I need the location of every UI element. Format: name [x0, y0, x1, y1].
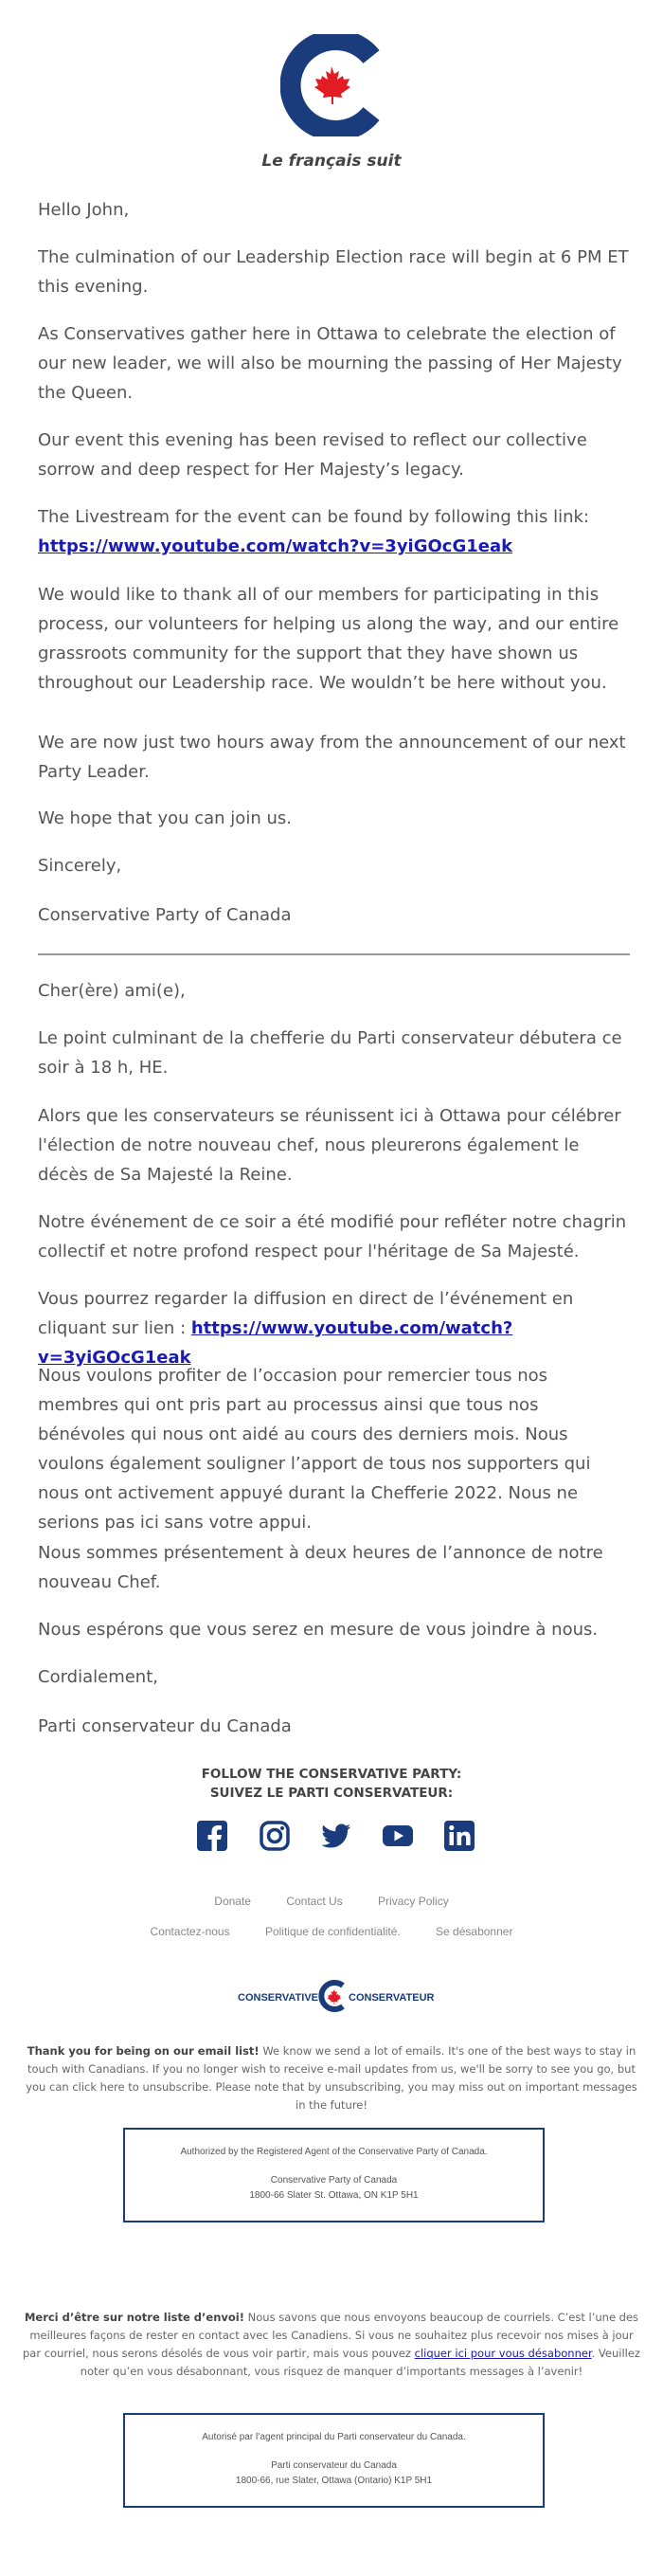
facebook-icon[interactable]: [196, 1820, 228, 1852]
email-list-notice-en-bold: Thank you for being on our email list!: [27, 2044, 260, 2058]
livestream-link-fr[interactable]: https://www.youtube.com/watch?v=3yiGOcG1eak: [38, 1318, 513, 1368]
authorization-box-en: [123, 2128, 545, 2222]
paragraph-en-2: As Conservatives gather here in Ottawa to celebrate the election of our new leader, we will also be mourning the passing of Her Majesty the Queen.: [38, 324, 622, 403]
follow-heading: [0, 1765, 663, 1803]
email-list-notice-fr-text-1: Nous savons que nous envoyons beaucoup de courriels. C’est l’une des meilleures façons de rester en contact avec les Canadiens. Si vous ne souhaitez plus recevoir nos mises à jour par courriel, nous serons désolés de vous voir partir, mais vous pouvez: [23, 2311, 639, 2360]
unsubscribe-link-fr[interactable]: cliquer ici pour vous désabonner: [414, 2347, 592, 2360]
wordmark-left: CONSERVATIVE: [238, 1992, 318, 2004]
authorization-en-line2: Conservative Party of Canada: [270, 2175, 398, 2186]
paragraph-en-7: We hope that you can join us.: [38, 808, 292, 828]
authorization-fr-line3: 1800-66, rue Slater, Ottawa (Ontario) K1P 5H1: [235, 2476, 433, 2486]
french-follows-tagline: Le français suit: [261, 152, 402, 171]
footer-links-fr: [0, 1925, 663, 1938]
authorization-en-line3: 1800-66 Slater St. Ottawa, ON K1P 5H1: [249, 2190, 419, 2201]
greeting-fr: Cher(ère) ami(e),: [38, 981, 186, 1001]
livestream-text-en: The Livestream for the event can be found by following this link:: [38, 507, 589, 527]
email-list-notice-en: [21, 2042, 642, 2114]
follow-heading-fr: SUIVEZ LE PARTI CONSERVATEUR:: [209, 1786, 454, 1801]
authorization-fr-line2: Parti conservateur du Canada: [271, 2460, 397, 2471]
signature-en: Conservative Party of Canada: [38, 905, 292, 925]
email-list-notice-fr-text-2: . Veuillez noter qu’en vous désabonnant, vous risquez de manquer d’importants messages à l’avenir!: [80, 2347, 640, 2378]
twitter-icon[interactable]: [320, 1820, 352, 1852]
privacy-policy-link[interactable]: Privacy Policy: [378, 1895, 449, 1908]
paragraph-en-3: Our event this evening has been revised to reflect our collective sorrow and deep respect for Her Majesty’s legacy.: [38, 430, 587, 480]
paragraph-fr-4: [38, 1284, 630, 1372]
authorization-en-line1: Authorized by the Registered Agent of the Conservative Party of Canada.: [180, 2147, 488, 2157]
closing-fr: Cordialement,: [38, 1667, 158, 1687]
livestream-link-en[interactable]: https://www.youtube.com/watch?v=3yiGOcG1eak: [38, 536, 513, 556]
closing-en: Sincerely,: [38, 856, 122, 876]
donate-link[interactable]: Donate: [214, 1895, 251, 1908]
paragraph-en-5: We would like to thank all of our members for participating in this process, our volunteers for helping us along the way, and our entire grassroots community for the support that they have shown us throughout our Leadership race. We wouldn’t be here without you.: [38, 585, 619, 693]
footer-links-en: [0, 1895, 663, 1908]
email-list-notice-fr-bold: Merci d’être sur notre liste d’envoi!: [24, 2311, 244, 2324]
paragraph-fr-5: Nous voulons profiter de l’occasion pour remercier tous nos membres qui ont pris part au processus ainsi que tous nos bénévoles qui nous ont aidé au cours des derniers mois. Nous voulons également souligner l’apport de tous nos supporters qui nous ont activement appuyé durant la Chefferie 2022. Nous ne serions pas ici sans votre appui.: [38, 1366, 591, 1533]
wordmark-right: CONSERVATEUR: [349, 1992, 435, 2004]
paragraph-fr-1: Le point culminant de la chefferie du Parti conservateur débutera ce soir à 18 h, HE.: [38, 1028, 622, 1078]
follow-heading-en: FOLLOW THE CONSERVATIVE PARTY:: [201, 1767, 462, 1782]
conservative-c-maple-leaf-icon: [280, 34, 383, 136]
authorization-fr-line1: Autorisé par l’agent principal du Parti conservateur du Canada.: [202, 2432, 466, 2442]
instagram-icon[interactable]: [259, 1820, 291, 1852]
linkedin-icon[interactable]: [443, 1820, 475, 1852]
se-desabonner-link[interactable]: Se désabonner: [436, 1925, 513, 1938]
language-divider: [38, 953, 630, 955]
conservative-wordmark-logo: [224, 1976, 439, 2016]
authorization-box-fr: [123, 2413, 545, 2508]
youtube-icon[interactable]: [382, 1820, 414, 1852]
contactez-nous-link[interactable]: Contactez-nous: [150, 1925, 230, 1938]
paragraph-fr-7: Nous espérons que vous serez en mesure de vous joindre à nous.: [38, 1620, 599, 1640]
greeting-en: Hello John,: [38, 200, 130, 220]
signature-fr: Parti conservateur du Canada: [38, 1716, 292, 1736]
email-list-notice-fr: [21, 2309, 642, 2381]
politique-confidentialite-link[interactable]: Politique de confidentialité.: [264, 1925, 401, 1938]
contact-us-link[interactable]: Contact Us: [286, 1895, 343, 1908]
paragraph-en-1: The culmination of our Leadership Election race will begin at 6 PM ET this evening.: [38, 247, 629, 297]
livestream-text-fr: Vous pourrez regarder la diffusion en direct de l’événement en cliquant sur lien :: [38, 1289, 574, 1338]
email-list-notice-en-text: We know we send a lot of emails. It's one of the best ways to stay in touch with Canadians. If you no longer wish to receive e-mail updates from us, we'll be sorry to see you go, but you can click here to unsubscribe. Please note that by unsubscribing, you may miss out on important messages in the future!: [26, 2044, 637, 2112]
paragraph-fr-3: Notre événement de ce soir a été modifié pour refléter notre chagrin collectif et notre profond respect pour l'héritage de Sa Majesté.: [38, 1212, 627, 1261]
paragraph-en-4: [38, 502, 630, 561]
paragraph-fr-2: Alors que les conservateurs se réunissent ici à Ottawa pour célébrer l'élection de notre nouveau chef, nous pleurerons également le décès de Sa Majesté la Reine.: [38, 1106, 621, 1185]
paragraph-en-6: We are now just two hours away from the announcement of our next Party Leader.: [38, 733, 626, 782]
paragraph-fr-6: Nous sommes présentement à deux heures de l’annonce de notre nouveau Chef.: [38, 1543, 603, 1592]
